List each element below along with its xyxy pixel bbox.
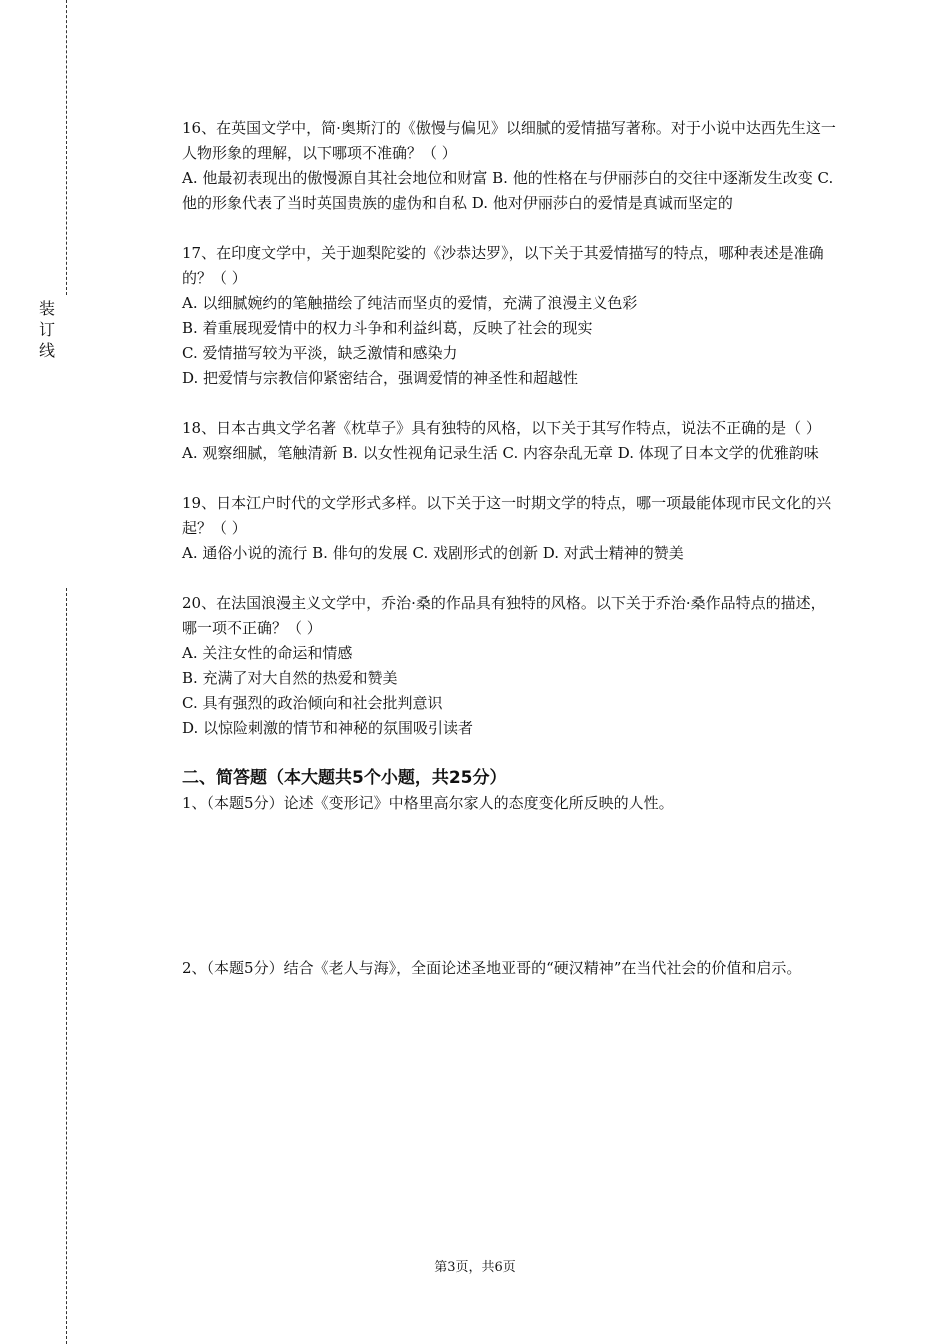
- option-b: B. 着重展现爱情中的权力斗争和利益纠葛，反映了社会的现实: [182, 319, 593, 337]
- binding-line-top: [66, 0, 67, 295]
- option-b: B. 以女性视角记录生活: [342, 444, 498, 462]
- question-18: [182, 416, 840, 466]
- binding-label: [35, 298, 59, 361]
- option-a: A. 通俗小说的流行: [182, 544, 308, 562]
- question-stem: 17、在印度文学中，关于迦梨陀娑的《沙恭达罗》，以下关于其爱情描写的特点，哪种表述是准确的？（ ）: [182, 244, 824, 287]
- option-b: B. 俳句的发展: [312, 544, 408, 562]
- question-16: [182, 116, 840, 216]
- answer-space: [182, 816, 840, 956]
- question-20: [182, 591, 840, 741]
- short-answer-question-2: 2、（本题5分）结合《老人与海》，全面论述圣地亚哥的“硬汉精神”在当代社会的价值和启示。: [182, 959, 802, 977]
- binding-line-bottom: [66, 588, 67, 1344]
- question-options: [182, 541, 840, 566]
- question-stem: 19、日本江户时代的文学形式多样。以下关于这一时期文学的特点，哪一项最能体现市民文化的兴起？（ ）: [182, 494, 832, 537]
- option-c: C. 他的形象代表了当时英国贵族的虚伪和自私: [182, 169, 834, 212]
- option-d: D. 以惊险刺激的情节和神秘的氛围吸引读者: [182, 719, 474, 737]
- option-b: B. 充满了对大自然的热爱和赞美: [182, 669, 398, 687]
- option-c: C. 具有强烈的政治倾向和社会批判意识: [182, 694, 443, 712]
- option-c: C. 内容杂乱无章: [502, 444, 613, 462]
- option-a: A. 他最初表现出的傲慢源自其社会地位和财富: [182, 169, 488, 187]
- question-19: [182, 491, 840, 566]
- option-c: C. 戏剧形式的创新: [412, 544, 538, 562]
- binding-char: 装: [38, 299, 55, 318]
- option-b: B. 他的性格在与伊丽莎白的交往中逐渐发生改变: [492, 169, 813, 187]
- question-options: [182, 441, 840, 466]
- short-answer-question-1: 1、（本题5分）论述《变形记》中格里高尔家人的态度变化所反映的人性。: [182, 794, 674, 812]
- page-number: 第3页，共6页: [434, 1260, 516, 1275]
- option-a: A. 观察细腻，笔触清新: [182, 444, 338, 462]
- option-a: A. 关注女性的命运和情感: [182, 644, 353, 662]
- option-d: D. 他对伊丽莎白的爱情是真诚而坚定的: [471, 194, 733, 212]
- option-d: D. 把爱情与宗教信仰紧密结合，强调爱情的神圣性和超越性: [182, 369, 579, 387]
- binding-char: 订: [38, 320, 55, 339]
- option-d: D. 对武士精神的赞美: [542, 544, 684, 562]
- question-options: [182, 291, 840, 391]
- question-stem: 18、日本古典文学名著《枕草子》具有独特的风格，以下关于其写作特点，说法不正确的是（ ）: [182, 419, 821, 437]
- section-title: 二、简答题（本大题共5个小题，共25分）: [182, 768, 507, 788]
- option-c: C. 爱情描写较为平淡，缺乏激情和感染力: [182, 344, 458, 362]
- option-a: A. 以细腻婉约的笔触描绘了纯洁而坚贞的爱情，充满了浪漫主义色彩: [182, 294, 638, 312]
- option-d: D. 体现了日本文学的优雅韵味: [617, 444, 819, 462]
- question-stem: 16、在英国文学中，简·奥斯汀的《傲慢与偏见》以细腻的爱情描写著称。对于小说中达西先生这一人物形象的理解，以下哪项不准确？（ ）: [182, 119, 836, 162]
- question-options: [182, 166, 840, 216]
- question-17: [182, 241, 840, 391]
- exam-content: [182, 116, 840, 981]
- question-stem: 20、在法国浪漫主义文学中，乔治·桑的作品具有独特的风格。以下关于乔治·桑作品特点的描述，哪一项不正确？（ ）: [182, 594, 826, 637]
- question-options: [182, 641, 840, 741]
- binding-char: 线: [38, 341, 55, 360]
